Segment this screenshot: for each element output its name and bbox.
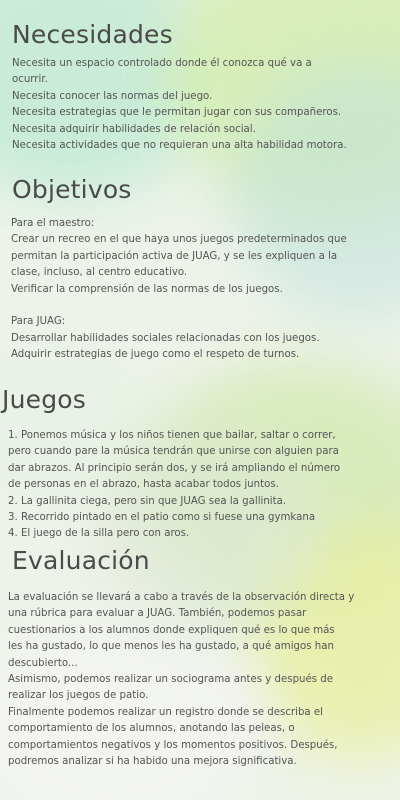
games-line: pero cuando pare la música tendrán que unirse con alguien para — [8, 446, 339, 458]
paragraph-gap — [11, 298, 347, 314]
objectives-teacher-line: permitan la participación activa de JUAG, y se les expliquen a la — [11, 250, 338, 262]
games-line: 1. Ponemos música y los niños tienen que bailar, saltar o correr, — [8, 430, 336, 441]
heading-evaluation: Evaluación — [12, 546, 150, 575]
evaluation-line: una rúbrica para evaluar a JUAG. También, podemos pasar — [8, 608, 307, 620]
games-line: 2. La gallinita ciega, pero sin que JUAG sea la gallinita. — [8, 495, 287, 507]
needs-text — [12, 56, 347, 154]
objectives-juag-line: Para JUAG: — [11, 316, 66, 328]
objectives-teacher-line: Crear un recreo en el que haya unos juegos predeterminados que — [11, 234, 347, 246]
needs-line: Necesita estrategias que le permitan jugar con sus compañeros. — [12, 107, 342, 119]
needs-line: Necesita adquirir habilidades de relación social. — [12, 123, 256, 135]
evaluation-line: les ha gustado, lo que menos les ha gustado, a qué amigos han — [8, 641, 334, 653]
needs-line: ocurrir. — [12, 74, 48, 86]
evaluation-line: La evaluación se llevará a cabo a través de la observación directa y — [8, 592, 355, 603]
evaluation-line: podremos analizar si ha habido una mejora significativa. — [8, 756, 297, 768]
games-line: 4. El juego de la silla pero con aros. — [8, 528, 190, 540]
evaluation-text — [8, 590, 354, 770]
heading-objectives: Objetivos — [12, 175, 132, 204]
evaluation-line: realizar los juegos de patio. — [8, 690, 149, 702]
heading-needs: Necesidades — [12, 20, 173, 49]
games-line: 3. Recorrido pintado en el patio como si fuese una gymkana — [8, 512, 316, 524]
evaluation-line: Asimismo, podemos realizar un sociograma antes y después de — [8, 674, 334, 686]
heading-games: Juegos — [2, 385, 86, 414]
evaluation-line: Finalmente podemos realizar un registro donde se describa el — [8, 706, 323, 718]
objectives-teacher-line: Verificar la comprensión de las normas de los juegos. — [11, 283, 283, 295]
needs-line: Necesita un espacio controlado donde él conozca qué va a — [12, 58, 312, 69]
objectives-teacher-line: Para el maestro: — [11, 218, 95, 229]
objectives-text — [11, 216, 347, 364]
games-line: de personas en el abrazo, hasta acabar todos juntos. — [8, 479, 279, 491]
needs-line: Necesita actividades que no requieran una alta habilidad motora. — [12, 140, 347, 152]
objectives-juag-line: Desarrollar habilidades sociales relacionadas con los juegos. — [11, 332, 320, 344]
games-text — [8, 428, 340, 543]
evaluation-line: comportamientos negativos y los momentos positivos. Después, — [8, 739, 338, 751]
needs-line: Necesita conocer las normas del juego. — [12, 90, 213, 102]
games-line: dar abrazos. Al principio serán dos, y se irá ampliando el número — [8, 462, 341, 474]
evaluation-line: cuestionarios a los alumnos donde expliquen qué es lo que más — [8, 624, 335, 636]
objectives-teacher-line: clase, incluso, al centro educativo. — [11, 267, 188, 279]
evaluation-line: comportamiento de los alumnos, anotando las peleas, o — [8, 723, 295, 735]
objectives-juag-line: Adquirir estrategias de juego como el respeto de turnos. — [11, 349, 300, 361]
evaluation-line: descubierto... — [8, 657, 78, 669]
